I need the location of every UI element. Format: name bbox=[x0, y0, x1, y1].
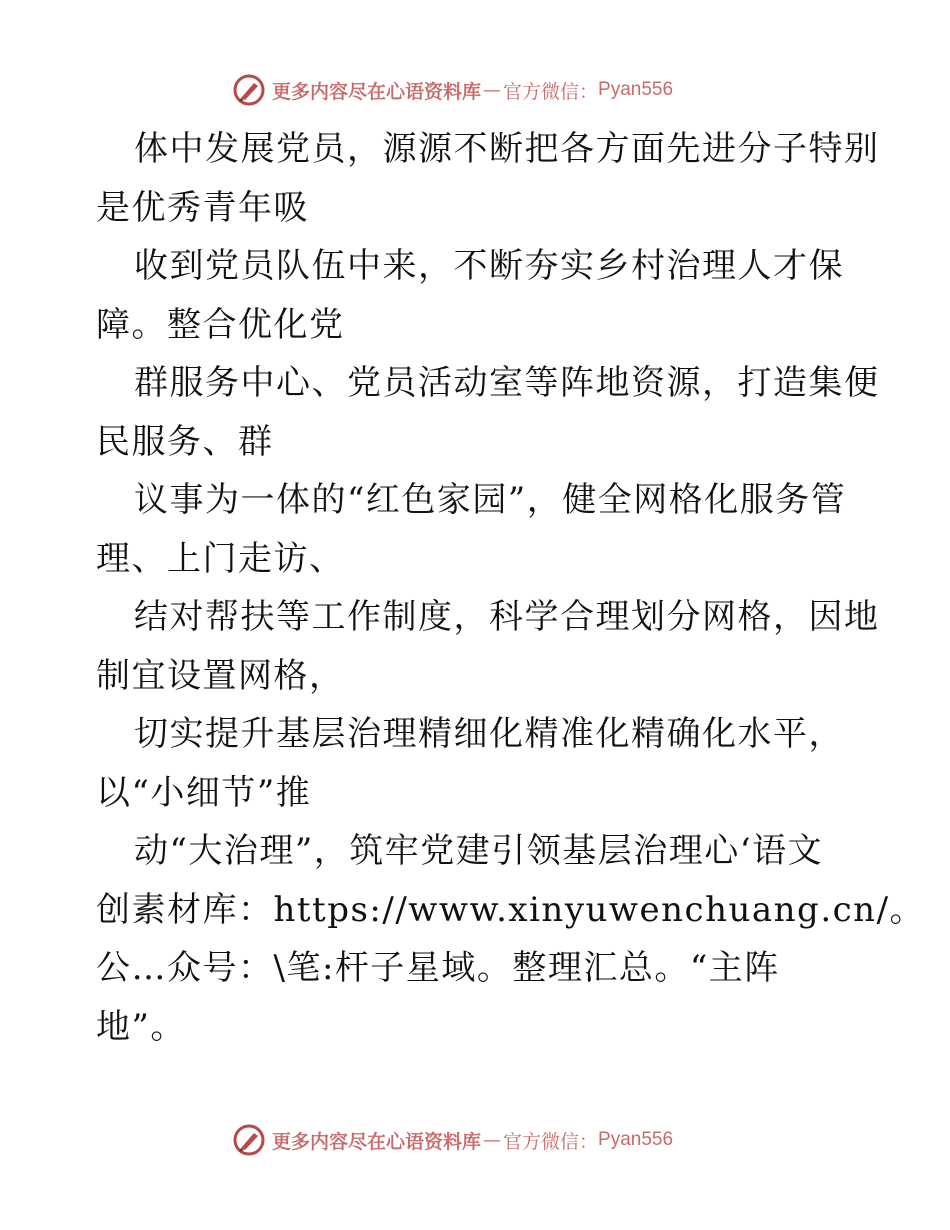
text-line: 结对帮扶等工作制度，科学合理划分网格，因地 bbox=[134, 597, 880, 637]
footer-banner bbox=[232, 1122, 732, 1158]
text-line: 地”。 bbox=[96, 1006, 186, 1047]
header-banner-handle: Pyan556 bbox=[598, 79, 674, 100]
header-banner-label: 官方微信： bbox=[503, 80, 599, 103]
text-line: 公…众号：\笔:杆子星域。整理汇总。“主阵 bbox=[96, 948, 780, 988]
text-line: 创素材库：https://www.xinyuwenchuang.cn/。 bbox=[96, 889, 926, 930]
text-line: 切实提升基层治理精细化精准化精确化水平， bbox=[134, 714, 844, 754]
footer-banner-handle: Pyan556 bbox=[598, 1129, 674, 1150]
header-banner-dash: — bbox=[483, 79, 502, 101]
text-line: 是优秀青年吸 bbox=[96, 187, 309, 228]
text-line: 群服务中心、党员活动室等阵地资源，打造集便 bbox=[134, 363, 880, 403]
header-banner bbox=[232, 72, 732, 108]
pen-logo-icon bbox=[232, 73, 266, 107]
text-line: 收到党员队伍中来，不断夯实乡村治理人才保 bbox=[134, 246, 844, 286]
text-line: 理、上门走访、 bbox=[96, 538, 345, 579]
text-line: 障。整合优化党 bbox=[96, 304, 345, 345]
footer-banner-dash: — bbox=[483, 1129, 502, 1151]
text-line: 议事为一体的“红色家园”，健全网格化服务管 bbox=[134, 480, 847, 520]
text-line: 制宜设置网格， bbox=[96, 655, 345, 696]
text-line: 民服务、群 bbox=[96, 421, 274, 462]
text-line: 体中发展党员，源源不断把各方面先进分子特别 bbox=[134, 129, 880, 169]
text-line: 动“大治理”，筑牢党建引领基层治理心‘语文 bbox=[134, 831, 824, 871]
footer-banner-label: 官方微信： bbox=[503, 1130, 599, 1153]
footer-banner-title: 更多内容尽在心语资料库 bbox=[272, 1130, 482, 1153]
document-body bbox=[96, 120, 926, 1056]
pen-logo-icon bbox=[232, 1123, 266, 1157]
header-banner-title: 更多内容尽在心语资料库 bbox=[272, 80, 482, 103]
text-line: 以“小细节”推 bbox=[96, 772, 312, 813]
